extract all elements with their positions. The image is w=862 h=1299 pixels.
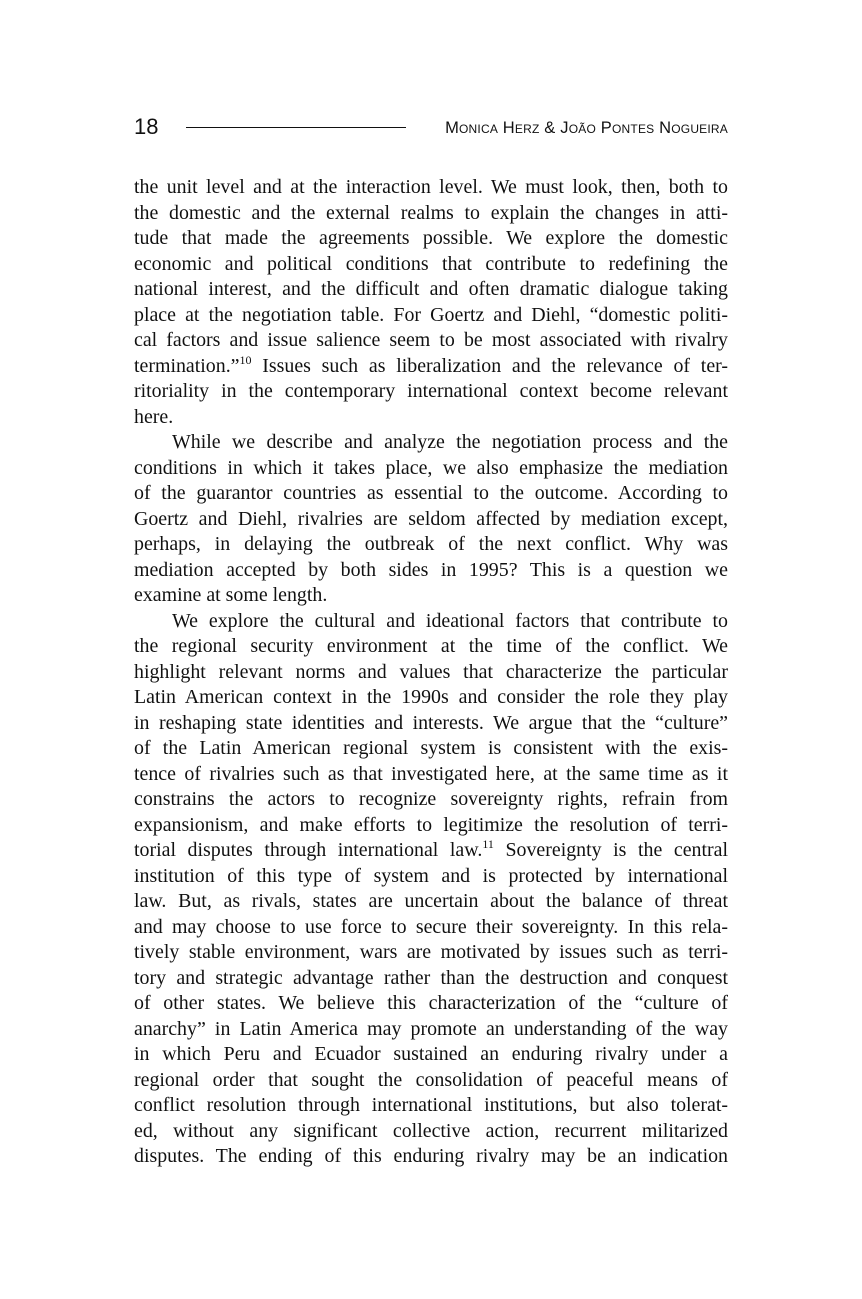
line-text: law. But, as rivals, states are uncertain about the balance of threat (134, 890, 728, 912)
line-text: While we describe and analyze the negotiation process and the (172, 431, 728, 453)
text-line (134, 889, 728, 915)
line-text: disputes. The ending of this enduring rivalry may be an indication (134, 1145, 728, 1167)
text-line (134, 226, 728, 252)
body-text (134, 175, 728, 1170)
line-text: and may choose to use force to secure their sovereignty. In this rela- (134, 915, 728, 938)
text-line (134, 1068, 728, 1094)
line-text: tory and strategic advantage rather than the destruction and conquest (134, 966, 728, 989)
text-line (134, 201, 728, 227)
line-text: highlight relevant norms and values that characterize the particular (134, 660, 728, 683)
line-text: torial disputes through international law. (134, 839, 483, 861)
page-number: 18 (134, 114, 159, 139)
text-line (134, 787, 728, 813)
line-text: mediation accepted by both sides in 1995? This is a question we (134, 558, 728, 581)
line-text: the unit level and at the interaction level. We must look, then, both to (134, 176, 728, 198)
line-text: national interest, and the difficult and often dramatic dialogue taking (134, 278, 728, 300)
text-line (134, 175, 728, 201)
line-text: here. (134, 405, 174, 428)
line-text: constrains the actors to recognize sovereignty rights, refrain from (134, 788, 728, 810)
header-rule (186, 127, 406, 128)
line-text: expansionism, and make efforts to legitimize the resolution of terri- (134, 813, 728, 836)
line-text: institution of this type of system and is protected by international (134, 864, 728, 887)
footnote-marker: 11 (482, 837, 494, 851)
footnote-marker: 10 (239, 352, 252, 367)
text-line (134, 711, 728, 737)
text-line (134, 966, 728, 992)
text-line (134, 303, 728, 329)
text-line (134, 940, 728, 966)
line-text: regional order that sought the consolidation of peaceful means of (134, 1068, 728, 1091)
text-line (134, 1144, 728, 1170)
line-text: economic and political conditions that contribute to redefining the (134, 252, 728, 275)
text-line (134, 277, 728, 303)
line-text: of other states. We believe this characterization of the “culture of (134, 992, 728, 1014)
text-line (134, 481, 728, 507)
text-line (134, 660, 728, 686)
text-line (134, 991, 728, 1017)
line-text-continued: Issues such as liberalization and the relevance of ter- (251, 354, 728, 377)
text-line (134, 379, 728, 405)
text-line (134, 915, 728, 941)
line-text: anarchy” in Latin America may promote an understanding of the way (134, 1017, 728, 1040)
line-text: conflict resolution through international institutions, but also tolerat- (134, 1094, 728, 1116)
line-text: conditions in which it takes place, we also emphasize the mediation (134, 456, 728, 479)
line-text: examine at some length. (134, 584, 328, 606)
text-line (134, 252, 728, 278)
text-line (134, 864, 728, 890)
text-line (134, 736, 728, 762)
line-text: of the guarantor countries as essential to the outcome. According to (134, 482, 728, 504)
line-text: in reshaping state identities and interests. We argue that the “culture” (134, 711, 728, 734)
text-line (134, 1119, 728, 1145)
text-line (134, 532, 728, 558)
line-text: place at the negotiation table. For Goertz and Diehl, “domestic politi- (134, 303, 728, 326)
text-line (134, 838, 728, 864)
line-text-continued: Sovereignty is the central (493, 839, 728, 861)
line-text: termination.” (134, 354, 240, 377)
text-line (134, 685, 728, 711)
text-line (134, 430, 728, 456)
text-line (134, 1093, 728, 1119)
running-head-authors: Monica Herz & João Pontes Nogueira (445, 119, 728, 137)
line-text: of the Latin American regional system is consistent with the exis- (134, 737, 728, 759)
text-line (134, 1017, 728, 1043)
text-line (134, 456, 728, 482)
line-text: tude that made the agreements possible. We explore the domestic (134, 227, 728, 249)
text-line (134, 634, 728, 660)
text-line (134, 1042, 728, 1068)
text-line (134, 609, 728, 635)
line-text: Latin American context in the 1990s and consider the role they play (134, 686, 728, 708)
text-line (134, 583, 728, 609)
text-line (134, 762, 728, 788)
line-text: ed, without any significant collective action, recurrent militarized (134, 1119, 728, 1142)
line-text: the regional security environment at the time of the conflict. We (134, 635, 728, 657)
text-line (134, 328, 728, 354)
running-head (134, 114, 728, 140)
line-text: tence of rivalries such as that investigated here, at the same time as it (134, 762, 728, 785)
line-text: perhaps, in delaying the outbreak of the next conflict. Why was (134, 533, 728, 555)
line-text: Goertz and Diehl, rivalries are seldom affected by mediation except, (134, 507, 728, 530)
line-text: the domestic and the external realms to explain the changes in atti- (134, 201, 728, 224)
line-text: tively stable environment, wars are motivated by issues such as terri- (134, 941, 728, 963)
text-line (134, 354, 728, 380)
text-line (134, 813, 728, 839)
text-line (134, 405, 728, 431)
text-line (134, 558, 728, 584)
line-text: in which Peru and Ecuador sustained an enduring rivalry under a (134, 1043, 728, 1065)
line-text: We explore the cultural and ideational factors that contribute to (172, 609, 728, 632)
line-text: cal factors and issue salience seem to be most associated with rivalry (134, 329, 728, 351)
text-line (134, 507, 728, 533)
line-text: ritoriality in the contemporary international context become relevant (134, 380, 728, 402)
